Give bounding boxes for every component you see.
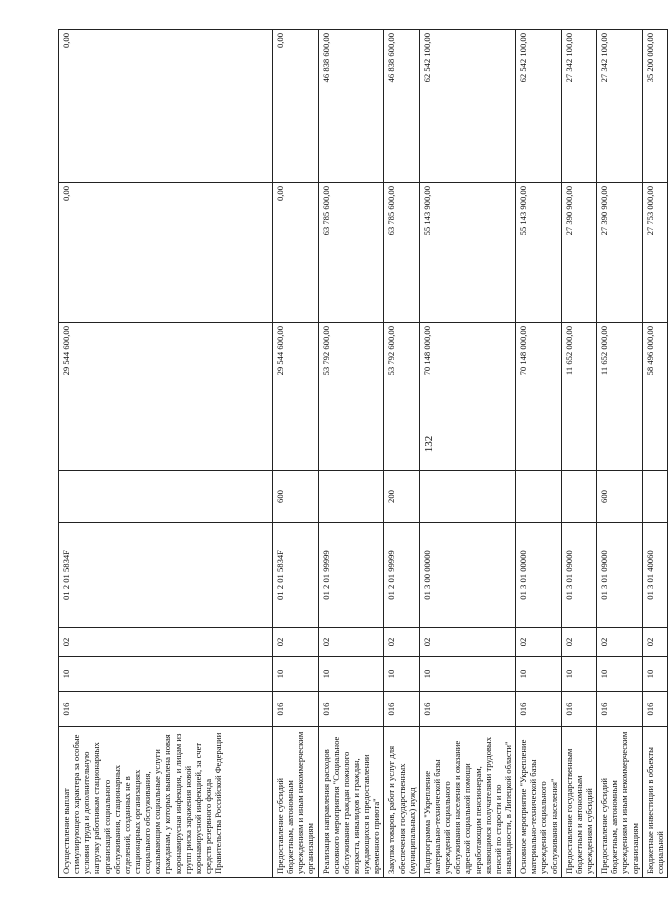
table-row: [642, 30, 667, 878]
section-code: 10: [597, 657, 643, 692]
ministry-code: 016: [318, 692, 384, 727]
target-article: 01 2 01 5834F: [273, 523, 319, 628]
amount-year-1: 11 652 000,00: [597, 323, 643, 471]
expense-type: [561, 471, 596, 523]
ministry-code: 016: [59, 692, 273, 727]
page-number: 132: [423, 435, 435, 453]
amount-year-1: 11 652 000,00: [561, 323, 596, 471]
budget-table: [58, 29, 668, 878]
target-article: 01 2 01 5834F: [59, 523, 273, 628]
amount-year-3: 0,00: [273, 30, 319, 183]
amount-year-2: 63 785 600,00: [384, 183, 419, 323]
expense-type: [318, 471, 384, 523]
subsection-code: 02: [59, 628, 273, 657]
section-code: 10: [561, 657, 596, 692]
amount-year-2: 27 753 000,00: [642, 183, 667, 323]
subsection-code: 02: [273, 628, 319, 657]
row-name: Подпрограмма "Укрепление материально-технической базы учреждений социального обслуживания населения и оказание адресной социальной помощи неработающим пенсионерам, являющимся получателями трудовых пенсий по старости и по инвалидности, в Липецкой области": [419, 727, 515, 878]
row-name: Закупка товаров, работ и услуг для обеспечения государственных (муниципальных) нужд: [384, 727, 419, 878]
expense-type: [419, 471, 515, 523]
subsection-code: 02: [642, 628, 667, 657]
amount-year-2: 55 143 900,00: [516, 183, 562, 323]
expense-type: [59, 471, 273, 523]
amount-year-2: 0,00: [273, 183, 319, 323]
ministry-code: 016: [384, 692, 419, 727]
ministry-code: 016: [561, 692, 596, 727]
row-name: Предоставление субсидий бюджетным, автономным учреждениям и иным некоммерческим организациям: [597, 727, 643, 878]
amount-year-3: 35 200 000,00: [642, 30, 667, 183]
target-article: 01 2 01 99999: [384, 523, 419, 628]
expense-type: 600: [273, 471, 319, 523]
section-code: 10: [59, 657, 273, 692]
expense-type: 200: [384, 471, 419, 523]
expense-type: [642, 471, 667, 523]
amount-year-2: 63 785 600,00: [318, 183, 384, 323]
row-name: Предоставление государственным бюджетным и автономным учреждениям субсидий: [561, 727, 596, 878]
amount-year-1: 53 792 600,00: [384, 323, 419, 471]
table-row: [59, 30, 273, 878]
amount-year-3: 27 342 100,00: [597, 30, 643, 183]
row-name: Бюджетные инвестиции в объекты социальной: [642, 727, 667, 878]
amount-year-1: 58 496 000,00: [642, 323, 667, 471]
amount-year-2: 0,00: [59, 183, 273, 323]
table-row: [273, 30, 319, 878]
ministry-code: 016: [273, 692, 319, 727]
ministry-code: 016: [419, 692, 515, 727]
target-article: 01 3 01 09000: [561, 523, 596, 628]
ministry-code: 016: [516, 692, 562, 727]
section-code: 10: [384, 657, 419, 692]
amount-year-3: 46 838 600,00: [318, 30, 384, 183]
budget-table-rotated: [58, 30, 665, 878]
amount-year-2: 55 143 900,00: [419, 183, 515, 323]
subsection-code: 02: [318, 628, 384, 657]
amount-year-1: 29 544 600,00: [59, 323, 273, 471]
amount-year-1: 53 792 600,00: [318, 323, 384, 471]
subsection-code: 02: [384, 628, 419, 657]
amount-year-2: 27 390 900,00: [597, 183, 643, 323]
table-row: [384, 30, 419, 878]
table-row: [318, 30, 384, 878]
table-row: [516, 30, 562, 878]
amount-year-3: 27 342 100,00: [561, 30, 596, 183]
amount-year-3: 46 838 600,00: [384, 30, 419, 183]
target-article: 01 2 01 99999: [318, 523, 384, 628]
section-code: 10: [318, 657, 384, 692]
amount-year-3: 0,00: [59, 30, 273, 183]
expense-type: 600: [597, 471, 643, 523]
row-name: Основное мероприятие "Укрепление материально-технической базы учреждений социального обслуживания населения": [516, 727, 562, 878]
amount-year-1: 29 544 600,00: [273, 323, 319, 471]
amount-year-3: 62 542 100,00: [419, 30, 515, 183]
amount-year-3: 62 542 100,00: [516, 30, 562, 183]
row-name: Реализация направления расходов основного мероприятия "Социальное обслуживание граждан пожилого возраста, инвалидов и граждан, нуждающихся в предоставлении временного приюта": [318, 727, 384, 878]
ministry-code: 016: [597, 692, 643, 727]
table-row: [561, 30, 596, 878]
section-code: 10: [273, 657, 319, 692]
table-row: [419, 30, 515, 878]
section-code: 10: [516, 657, 562, 692]
subsection-code: 02: [597, 628, 643, 657]
amount-year-1: 70 148 000,00: [516, 323, 562, 471]
section-code: 10: [419, 657, 515, 692]
budget-table-frame: [58, 30, 665, 878]
target-article: 01 3 01 09000: [597, 523, 643, 628]
target-article: 01 3 00 00000: [419, 523, 515, 628]
section-code: 10: [642, 657, 667, 692]
row-name: Предоставление субсидий бюджетным, автономным учреждениям и иным некоммерческим организациям: [273, 727, 319, 878]
subsection-code: 02: [419, 628, 515, 657]
subsection-code: 02: [561, 628, 596, 657]
row-name: Осуществление выплат стимулирующего характера за особые условия труда и дополнительную нагрузку работникам стационарных организаций социального обслуживания, стационарных отделений, созданных не в стационарных организациях социального обслуживания, оказывающим социальные услуги гражданам, у которых выявлена новая коронавирусная инфекция, и лицам из групп риска заражения новой коронавирусной инфекцией, за счет средств резервного фонда Правительства Российской Федерации: [59, 727, 273, 878]
target-article: 01 3 01 40060: [642, 523, 667, 628]
amount-year-1: 70 148 000,00: [419, 323, 515, 471]
table-row: [597, 30, 643, 878]
expense-type: [516, 471, 562, 523]
amount-year-2: 27 390 900,00: [561, 183, 596, 323]
target-article: 01 3 01 00000: [516, 523, 562, 628]
ministry-code: 016: [642, 692, 667, 727]
subsection-code: 02: [516, 628, 562, 657]
